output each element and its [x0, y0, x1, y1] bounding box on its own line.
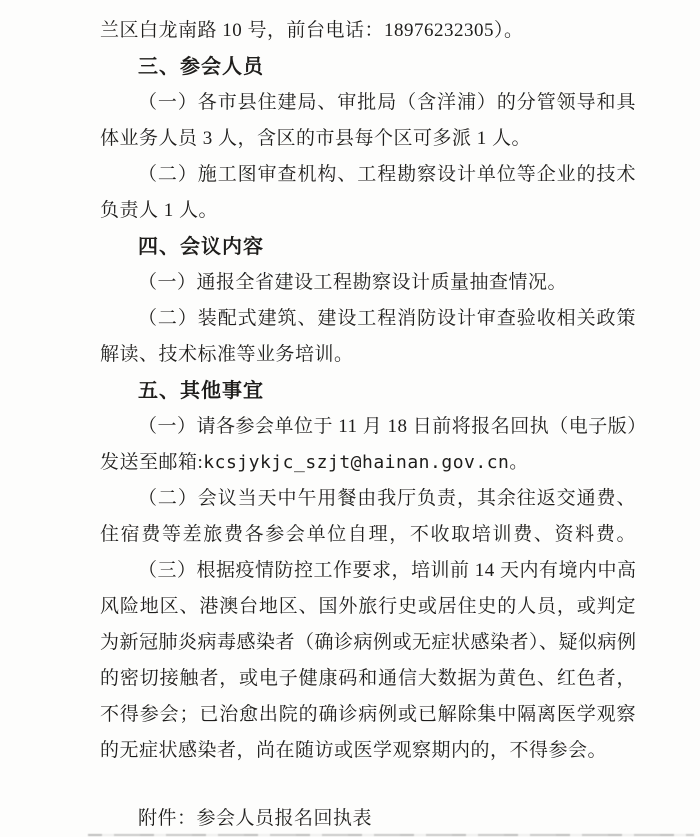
- email-address: kcsjykjc_szjt@hainan.gov.cn。: [203, 452, 528, 473]
- other-item1-line2: [100, 445, 636, 481]
- other-item1-line1: （一）请各参会单位于 11 月 18 日前将报名回执（电子版）: [138, 416, 647, 437]
- participants-item2-line2: 负责人 1 人。: [100, 200, 219, 221]
- other-item3-line2: 风险地区、港澳台地区、国外旅行史或居住史的人员，或判定: [100, 596, 636, 617]
- other-item2-line1: （二）会议当天中午用餐由我厅负责，其余往返交通费、: [138, 488, 636, 509]
- section-heading-participants: 三、参会人员: [138, 56, 264, 78]
- content-item2-line2: 解读、技术标准等业务培训。: [100, 344, 354, 365]
- other-item3-line6: 的无症状感染者，尚在随访或医学观察期内的，不得参会。: [100, 740, 608, 761]
- participants-item2-line1: （二）施工图审查机构、工程勘察设计单位等企业的技术: [138, 164, 636, 185]
- other-item3-line5: 不得参会；已治愈出院的确诊病例或已解除集中隔离医学观察: [100, 704, 636, 725]
- other-item2-line2: 住宿费等差旅费各参会单位自理，不收取培训费、资料费。: [100, 524, 636, 545]
- section-heading-meeting-content: 四、会议内容: [138, 236, 264, 258]
- participants-item1-line2: 体业务人员 3 人，含区的市县每个区可多派 1 人。: [100, 128, 532, 149]
- scan-noise-line: [88, 834, 694, 836]
- other-item3-line3: 为新冠肺炎病毒感染者（确诊病例或无症状感染者）、疑似病例: [100, 632, 637, 653]
- email-line-prefix: 发送至邮箱:: [100, 452, 204, 473]
- other-item3-line1: （三）根据疫情防控工作要求，培训前 14 天内有境内中高: [138, 560, 637, 581]
- content-item1-line: （一）通报全省建设工程勘察设计质量抽查情况。: [138, 272, 568, 293]
- other-item3-line4: 的密切接触者，或电子健康码和通信大数据为黄色、红色者，: [100, 668, 636, 689]
- section-heading-other-matters: 五、其他事宜: [138, 380, 264, 402]
- address-phone-line: 兰区白龙南路 10 号，前台电话：18976232305）。: [100, 20, 524, 41]
- participants-item1-line1: （一）各市县住建局、审批局（含洋浦）的分管领导和具: [138, 92, 636, 113]
- content-item2-line1: （二）装配式建筑、建设工程消防设计审查验收相关政策: [138, 308, 636, 329]
- attachment-line: 附件：参会人员报名回执表: [138, 808, 373, 829]
